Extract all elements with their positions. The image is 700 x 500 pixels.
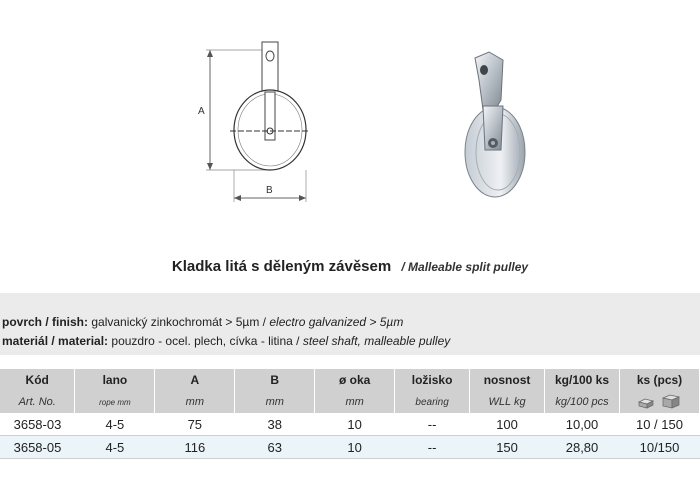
header-pieces: ks (pcs) xyxy=(619,369,699,391)
subheader-pieces xyxy=(619,391,699,413)
product-title xyxy=(0,258,700,275)
header-b: B xyxy=(235,369,315,391)
material-czech: pouzdro - ocel. plech, cívka - litina / xyxy=(111,334,300,348)
pulley-technical-drawing xyxy=(180,30,340,210)
cell-load: 100 xyxy=(470,413,545,436)
finish-czech: galvanický zinkochromát > 5µm / xyxy=(91,315,267,329)
header-a: A xyxy=(155,369,235,391)
header-bearing: ložisko xyxy=(395,369,470,391)
cell-weight: 28,80 xyxy=(545,436,620,459)
subheader-bearing: bearing xyxy=(395,391,470,413)
subheader-code: Art. No. xyxy=(0,391,75,413)
cell-b: 63 xyxy=(235,436,315,459)
pulley-product-photo xyxy=(455,40,535,200)
subheader-b: mm xyxy=(235,391,315,413)
table-row xyxy=(0,436,700,459)
product-title-czech: Kladka litá s děleným závěsem xyxy=(171,258,392,275)
subheader-a: mm xyxy=(155,391,235,413)
header-eye-diameter: ø oka xyxy=(315,369,395,391)
finish-label: povrch / finish: xyxy=(2,315,89,329)
cell-eye-diameter: 10 xyxy=(315,413,395,436)
header-code: Kód xyxy=(0,369,75,391)
subheader-load: WLL kg xyxy=(470,391,545,413)
finish-line xyxy=(2,315,403,329)
finish-english: electro galvanized > 5µm xyxy=(269,315,404,329)
cell-pieces: 10/150 xyxy=(619,436,699,459)
header-load: nosnost xyxy=(470,369,545,391)
table-row xyxy=(0,413,700,436)
cell-a: 75 xyxy=(155,413,235,436)
cell-load: 150 xyxy=(470,436,545,459)
subheader-rope: rope mm xyxy=(75,391,155,413)
dimension-a-label: A xyxy=(198,106,205,117)
subheader-eye-diameter: mm xyxy=(315,391,395,413)
table-subheader-row xyxy=(0,391,700,413)
cell-weight: 10,00 xyxy=(545,413,620,436)
dimension-b-label: B xyxy=(266,185,273,196)
header-weight: kg/100 ks xyxy=(545,369,620,391)
cell-bearing: -- xyxy=(395,413,470,436)
material-line xyxy=(2,334,450,348)
large-box-icon xyxy=(661,393,681,409)
specification-panel xyxy=(0,293,700,355)
cell-code: 3658-03 xyxy=(0,413,75,436)
product-title-english: / Malleable split pulley xyxy=(401,260,529,274)
header-rope: lano xyxy=(75,369,155,391)
cell-eye-diameter: 10 xyxy=(315,436,395,459)
cell-b: 38 xyxy=(235,413,315,436)
cell-rope: 4-5 xyxy=(75,436,155,459)
cell-rope: 4-5 xyxy=(75,413,155,436)
cell-code: 3658-05 xyxy=(0,436,75,459)
cell-bearing: -- xyxy=(395,436,470,459)
material-label: materiál / material: xyxy=(2,334,109,348)
material-english: steel shaft, malleable pulley xyxy=(302,334,451,348)
parameters-table xyxy=(0,369,700,459)
small-box-icon xyxy=(637,397,655,409)
table-header-row xyxy=(0,369,700,391)
subheader-weight: kg/100 pcs xyxy=(545,391,620,413)
cell-pieces: 10 / 150 xyxy=(619,413,699,436)
cell-a: 116 xyxy=(155,436,235,459)
